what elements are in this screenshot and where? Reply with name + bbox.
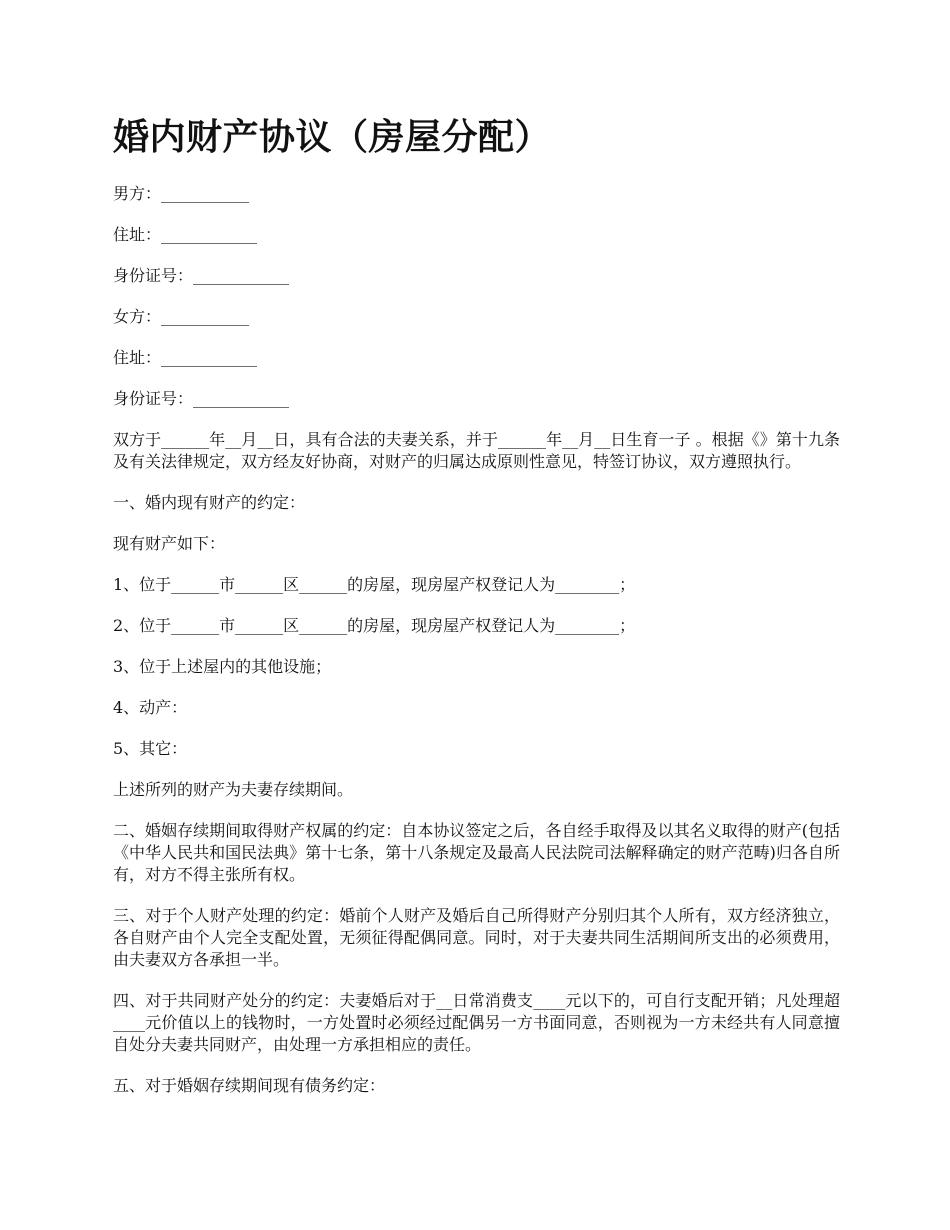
section-5-heading: 五、对于婚姻存续期间现有债务约定： bbox=[113, 1076, 386, 1095]
property-item-3: 3、位于上述屋内的其他设施； bbox=[113, 657, 332, 676]
intro-paragraph: 双方于______年__月__日，具有合法的夫妻关系，并于______年__月__日生育一子 。根据《》第十九条及有关法律规定，双方经友好协商，对财产的归属达成原则性意见，特签订协议，双方遵照执行。 bbox=[113, 430, 840, 471]
section-3-paragraph: 三、对于个人财产处理的约定：婚前个人财产及婚后自己所得财产分别归其个人所有，双方经济独立，各自财产由个人完全支配处置，无须征得配偶同意。同时，对于夫妻共同生活期间所支出的必须费用，由夫妻双方各承担一半。 bbox=[113, 906, 840, 969]
female-id-field: 身份证号：____________ bbox=[113, 389, 290, 408]
property-item-4: 4、动产： bbox=[113, 698, 188, 717]
male-address-field: 住址：____________ bbox=[113, 225, 258, 244]
male-party-field: 男方：___________ bbox=[113, 184, 250, 203]
existing-property-intro: 现有财产如下： bbox=[113, 534, 226, 553]
section-2-paragraph: 二、婚姻存续期间取得财产权属的约定：自本协议签定之后，各自经手取得及以其名义取得的财产(包括《中华人民共和国民法典》第十七条，第十八条规定及最高人民法院司法解释确定的财产范畴)归各自所有，对方不得主张所有权。 bbox=[113, 821, 840, 884]
property-summary: 上述所列的财产为夫妻存续期间。 bbox=[113, 780, 354, 799]
male-id-field: 身份证号：____________ bbox=[113, 266, 290, 285]
section-4-paragraph: 四、对于共同财产处分的约定：夫妻婚后对于__日常消费支____元以下的，可自行支配开销；凡处理超____元价值以上的钱物时，一方处置时必须经过配偶另一方书面同意，否则视为一方未经共有人同意擅自处分夫妻共同财产，由处理一方承担相应的责任。 bbox=[113, 991, 840, 1054]
property-item-1: 1、位于______市______区______的房屋，现房屋产权登记人为________； bbox=[113, 575, 636, 594]
property-item-2: 2、位于______市______区______的房屋，现房屋产权登记人为________； bbox=[113, 616, 636, 635]
section-1-heading: 一、婚内现有财产的约定： bbox=[113, 493, 306, 512]
female-address-field: 住址：____________ bbox=[113, 348, 258, 367]
female-party-field: 女方：___________ bbox=[113, 307, 250, 326]
document-title: 婚内财产协议（房屋分配） bbox=[113, 116, 552, 158]
property-item-5: 5、其它： bbox=[113, 739, 188, 758]
document-page bbox=[113, 112, 840, 1116]
